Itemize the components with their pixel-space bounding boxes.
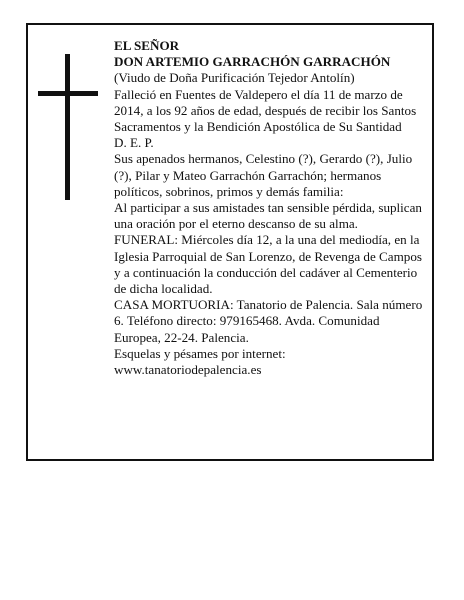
death-paragraph: Falleció en Fuentes de Valdepero el día 11 de marzo de 2014, a los 92 años de edad, después de recibir los Santos Sacramentos y la Bendición Apostólica de Su Santidad [114,86,417,135]
widower-line: (Viudo de Doña Purificación Tejedor Antolín) [114,70,355,86]
heading: EL SEÑOR [114,38,180,53]
request-paragraph: Al participar a sus amistades tan sensible pérdida, suplican una oración por el eterno descanso de su alma. [114,200,422,232]
funeral-paragraph: FUNERAL: Miércoles día 12, a la una del mediodía, en la Iglesia Parroquial de San Lorenzo, de Revenga de Campos y a continuación la conducción del cadáver al Cementerio de dicha localidad. [114,232,422,297]
cross-icon [38,54,98,200]
internet-line: Esquelas y pésames por internet: [114,345,286,361]
dep-line: D. E. P. [114,135,154,151]
family-paragraph: Sus apenados hermanos, Celestino (?), Gerardo (?), Julio (?), Pilar y Mateo Garrachón Garrachón; hermanos políticos, sobrinos, primos y demás familia: [114,151,413,199]
cross-vertical-bar [65,54,70,200]
mortuary-paragraph: CASA MORTUORIA: Tanatorio de Palencia. Sala número 6. Teléfono directo: 979165468. Avda. Comunidad Europea, 22-24. Palencia. [114,297,423,345]
obituary-text [114,38,426,378]
cross-horizontal-bar [38,91,98,96]
deceased-name: DON ARTEMIO GARRACHÓN GARRACHÓN [114,54,391,70]
website-link[interactable]: www.tanatoriodepalencia.es [114,362,262,378]
